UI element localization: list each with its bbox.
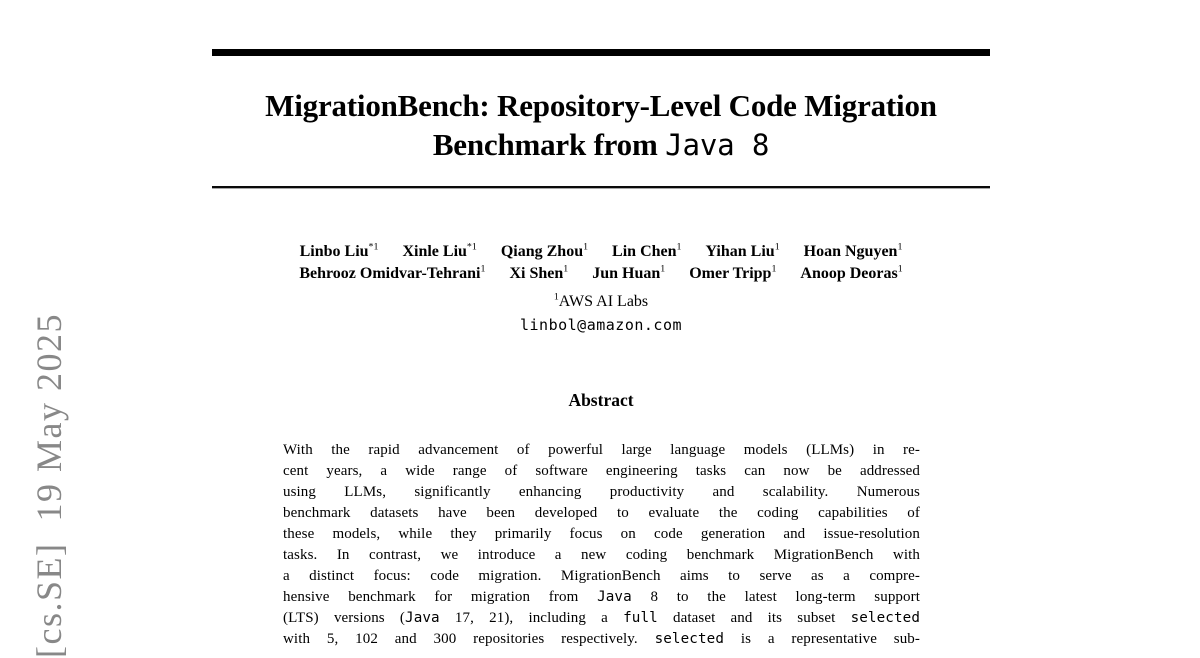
text-segment: with 5, 102 and 300 repositories respectively. bbox=[283, 631, 655, 647]
abstract-line bbox=[283, 545, 920, 566]
author-superscript: 1 bbox=[771, 263, 777, 275]
author-superscript: 1 bbox=[676, 241, 682, 253]
text-segment: dataset and its subset bbox=[657, 610, 851, 626]
text-segment: hensive benchmark for migration from bbox=[283, 589, 598, 605]
author-name: Qiang Zhou$^1$ bbox=[500, 241, 589, 260]
inline-code: selected bbox=[850, 610, 920, 626]
abstract-heading: Abstract bbox=[568, 390, 634, 410]
author-superscript: 1 bbox=[774, 241, 780, 253]
text-segment: using LLMs, significantly enhancing productivity and scalability. Numerous bbox=[283, 484, 920, 500]
affiliation-superscript: 1 bbox=[553, 291, 559, 303]
text-segment: tasks. In contrast, we introduce a new coding benchmark MigrationBench with bbox=[283, 547, 920, 563]
author-name: Linbo Liu$^{*1}$ bbox=[299, 241, 379, 260]
text-segment: benchmark datasets have been developed to evaluate the coding capabilities of bbox=[283, 505, 920, 521]
author-superscript: *1 bbox=[368, 241, 379, 253]
author-superscript: *1 bbox=[466, 241, 477, 253]
author-superscript: 1 bbox=[480, 263, 486, 275]
abstract-line bbox=[283, 587, 920, 608]
abstract-line bbox=[283, 608, 920, 629]
author-superscript: 1 bbox=[897, 241, 903, 253]
affiliation-name: AWS AI Labs bbox=[558, 293, 649, 310]
abstract-line bbox=[283, 629, 920, 650]
paper-title bbox=[212, 86, 990, 165]
author-name: Behrooz Omidvar-Tehrani$^1$ bbox=[299, 263, 486, 282]
inline-code: full bbox=[623, 610, 658, 626]
inline-code: Java 8 bbox=[665, 128, 770, 162]
arxiv-stamp: [cs.SE] 19 May 2025 bbox=[29, 313, 69, 658]
title-line-1: MigrationBench: Repository-Level Code Migration bbox=[265, 88, 937, 123]
abstract-line bbox=[283, 482, 920, 503]
author-name: Hoan Nguyen$^1$ bbox=[803, 241, 903, 260]
author-block bbox=[162, 241, 1040, 335]
author-superscript: 1 bbox=[563, 263, 569, 275]
inline-code: selected bbox=[654, 631, 724, 647]
text-segment: these models, while they primarily focus on code generation and issue-resolution bbox=[283, 526, 920, 542]
abstract-line bbox=[283, 524, 920, 545]
inline-code: Java bbox=[405, 610, 440, 626]
abstract-line bbox=[283, 461, 920, 482]
author-name: Yihan Liu$^1$ bbox=[705, 241, 780, 260]
author-row-2 bbox=[162, 263, 1040, 285]
author-superscript: 1 bbox=[583, 241, 589, 253]
contact-email: linbol@amazon.com bbox=[519, 316, 683, 334]
text-segment: a distinct focus: code migration. MigrationBench aims to serve as a compre- bbox=[283, 568, 920, 584]
text-segment: cent years, a wide range of software engineering tasks can now be addressed bbox=[283, 463, 920, 479]
title-rule-top bbox=[212, 49, 990, 56]
author-name: Xinle Liu$^{*1}$ bbox=[402, 241, 477, 260]
inline-code: Java bbox=[597, 589, 632, 605]
title-rule-bottom bbox=[212, 186, 990, 188]
abstract-line bbox=[283, 503, 920, 524]
abstract-line bbox=[283, 440, 920, 461]
abstract-line bbox=[283, 566, 920, 587]
author-name: Anoop Deoras$^1$ bbox=[800, 263, 903, 282]
author-name: Lin Chen$^1$ bbox=[612, 241, 682, 260]
author-superscript: 1 bbox=[660, 263, 666, 275]
author-name: Xi Shen$^1$ bbox=[509, 263, 569, 282]
text-segment: With the rapid advancement of powerful large language models (LLMs) in re- bbox=[283, 442, 920, 458]
text-segment: 8 to the latest long-term support bbox=[631, 589, 920, 605]
text-segment: (LTS) versions ( bbox=[283, 610, 406, 626]
affiliation bbox=[162, 292, 1040, 312]
author-name: Omer Tripp$^1$ bbox=[689, 263, 777, 282]
title-line-2 bbox=[433, 127, 769, 162]
author-row-1 bbox=[162, 241, 1040, 263]
author-name: Jun Huan$^1$ bbox=[592, 263, 666, 282]
text-segment: Benchmark from bbox=[432, 127, 666, 162]
author-superscript: 1 bbox=[897, 263, 903, 275]
abstract-text bbox=[283, 440, 920, 650]
text-segment: is a representative sub- bbox=[724, 631, 920, 647]
text-segment: 17, 21), including a bbox=[439, 610, 624, 626]
